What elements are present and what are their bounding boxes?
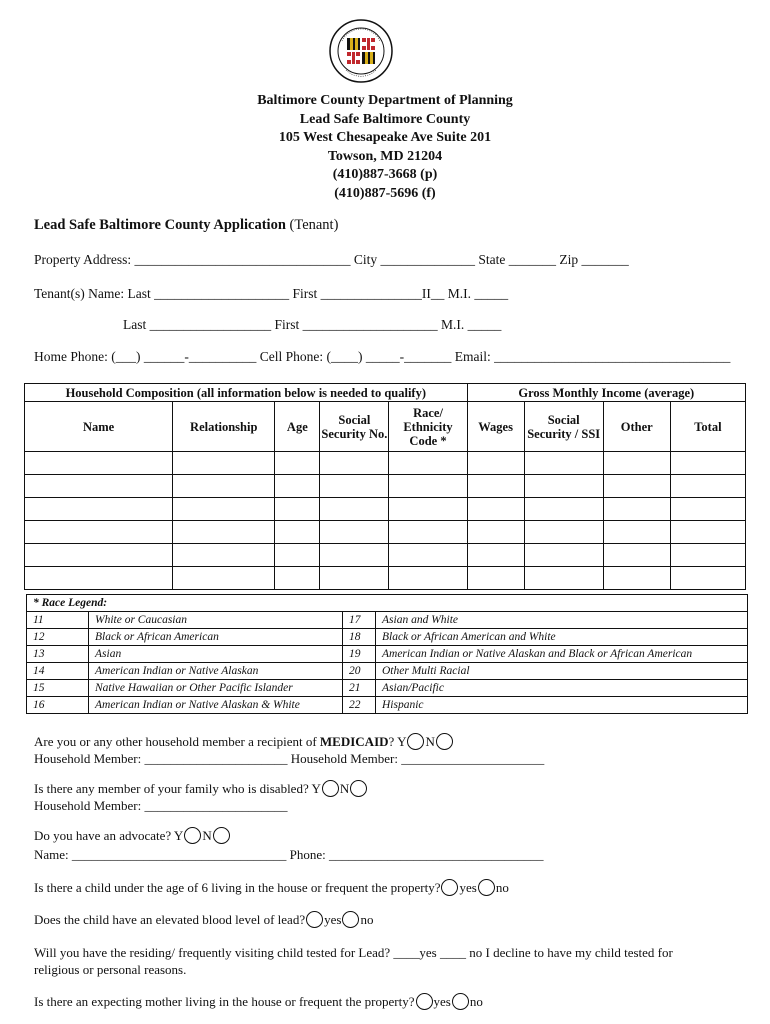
- race-legend-table: [26, 594, 748, 714]
- advocate-question: Do you have an advocate? Y N: [34, 827, 231, 844]
- expecting-yes-radio[interactable]: [416, 993, 433, 1010]
- child-testing-question[interactable]: Will you have the residing/ frequently visiting child tested for Lead? ____yes ____ no I decline to have my child tested for: [34, 945, 673, 960]
- household-composition-table: [24, 383, 746, 590]
- form-title: [34, 217, 338, 234]
- col-social-security: Social Security / SSI: [524, 402, 603, 452]
- col-ssn: Social Security No.: [320, 402, 389, 452]
- list-item: 12 Black or African American 18 Black or African American and White: [27, 629, 748, 646]
- col-other: Other: [603, 402, 670, 452]
- disabled-yes-radio[interactable]: [322, 780, 339, 797]
- medicaid-label: MEDICAID: [319, 734, 389, 749]
- medicaid-no-radio[interactable]: [436, 733, 453, 750]
- child6-yes-radio[interactable]: [441, 879, 458, 896]
- table-row[interactable]: [25, 567, 746, 590]
- list-item: 11 White or Caucasian 17 Asian and White: [27, 612, 748, 629]
- disabled-question: Is there any member of your family who is disabled? Y N: [34, 780, 368, 797]
- phone-email-line[interactable]: Home Phone: (___) ______-__________ Cell Phone: (____) _____-_______ Email: ___________________________________: [34, 349, 731, 364]
- list-item: 14 American Indian or Native Alaskan 20 Other Multi Racial: [27, 663, 748, 680]
- child-under-6-question: Is there a child under the age of 6 living in the house or frequent the property? yes no: [34, 880, 509, 895]
- table-row[interactable]: [25, 521, 746, 544]
- col-wages: Wages: [467, 402, 524, 452]
- lead-level-question: Does the child have an elevated blood level of lead? yes no: [34, 912, 374, 927]
- baltimore-county-seal: [328, 18, 394, 84]
- medicaid-question: Are you or any other household member a recipient of MEDICAID? Y N: [34, 733, 454, 750]
- tenant-name-line-2[interactable]: Last __________________ First ____________________ M.I. _____: [123, 317, 502, 332]
- disabled-no-radio[interactable]: [350, 780, 367, 797]
- table-row[interactable]: [25, 498, 746, 521]
- table-row[interactable]: [25, 475, 746, 498]
- table-row[interactable]: [25, 544, 746, 567]
- col-race-code: Race/ Ethnicity Code *: [389, 402, 467, 452]
- col-relationship: Relationship: [173, 402, 275, 452]
- property-address-line[interactable]: Property Address: ________________________________ City ______________ State _______ Zip _______: [34, 252, 629, 267]
- expecting-no-radio[interactable]: [452, 993, 469, 1010]
- list-item: 16 American Indian or Native Alaskan & White 22 Hispanic: [27, 697, 748, 714]
- income-group-header: Gross Monthly Income (average): [467, 384, 745, 402]
- child6-no-radio[interactable]: [478, 879, 495, 896]
- child-testing-question-cont: religious or personal reasons.: [34, 962, 187, 977]
- lead-level-yes-radio[interactable]: [306, 911, 323, 928]
- form-title-suffix: (Tenant): [289, 217, 339, 233]
- expecting-mother-question: Is there an expecting mother living in the house or frequent the property? yes no: [34, 994, 483, 1009]
- department-name: Baltimore County Department of Planning: [257, 93, 513, 108]
- col-total: Total: [670, 402, 745, 452]
- advocate-yes-radio[interactable]: [184, 827, 201, 844]
- fax-number: (410)887-5696 (f): [334, 185, 436, 201]
- table-row[interactable]: [25, 452, 746, 475]
- form-title-main: Lead Safe Baltimore County Application: [34, 217, 286, 233]
- program-name: Lead Safe Baltimore County: [299, 111, 471, 127]
- advocate-no-radio[interactable]: [213, 827, 230, 844]
- household-group-header: Household Composition (all information below is needed to qualify): [25, 384, 468, 402]
- phone-number: (410)887-3668 (p): [332, 167, 438, 182]
- street-address: 105 West Chesapeake Ave Suite 201: [278, 130, 492, 145]
- col-name: Name: [25, 402, 173, 452]
- disabled-member-line[interactable]: Household Member: ______________________: [34, 798, 288, 813]
- col-age: Age: [275, 402, 320, 452]
- tenant-name-line-1[interactable]: Tenant(s) Name: Last ____________________ First _______________II__ M.I. _____: [34, 286, 509, 301]
- list-item: 15 Native Hawaiian or Other Pacific Islander 21 Asian/Pacific: [27, 680, 748, 697]
- advocate-name-phone-line[interactable]: Name: _________________________________ Phone: _________________________________: [34, 847, 544, 862]
- lead-level-no-radio[interactable]: [342, 911, 359, 928]
- medicaid-members-line[interactable]: Household Member: ______________________ Household Member: ______________________: [34, 751, 545, 766]
- race-legend-title: * Race Legend:: [27, 595, 748, 612]
- letterhead: [0, 92, 770, 203]
- city-state-zip: Towson, MD 21204: [327, 148, 443, 164]
- list-item: 13 Asian 19 American Indian or Native Alaskan and Black or African American: [27, 646, 748, 663]
- medicaid-yes-radio[interactable]: [407, 733, 424, 750]
